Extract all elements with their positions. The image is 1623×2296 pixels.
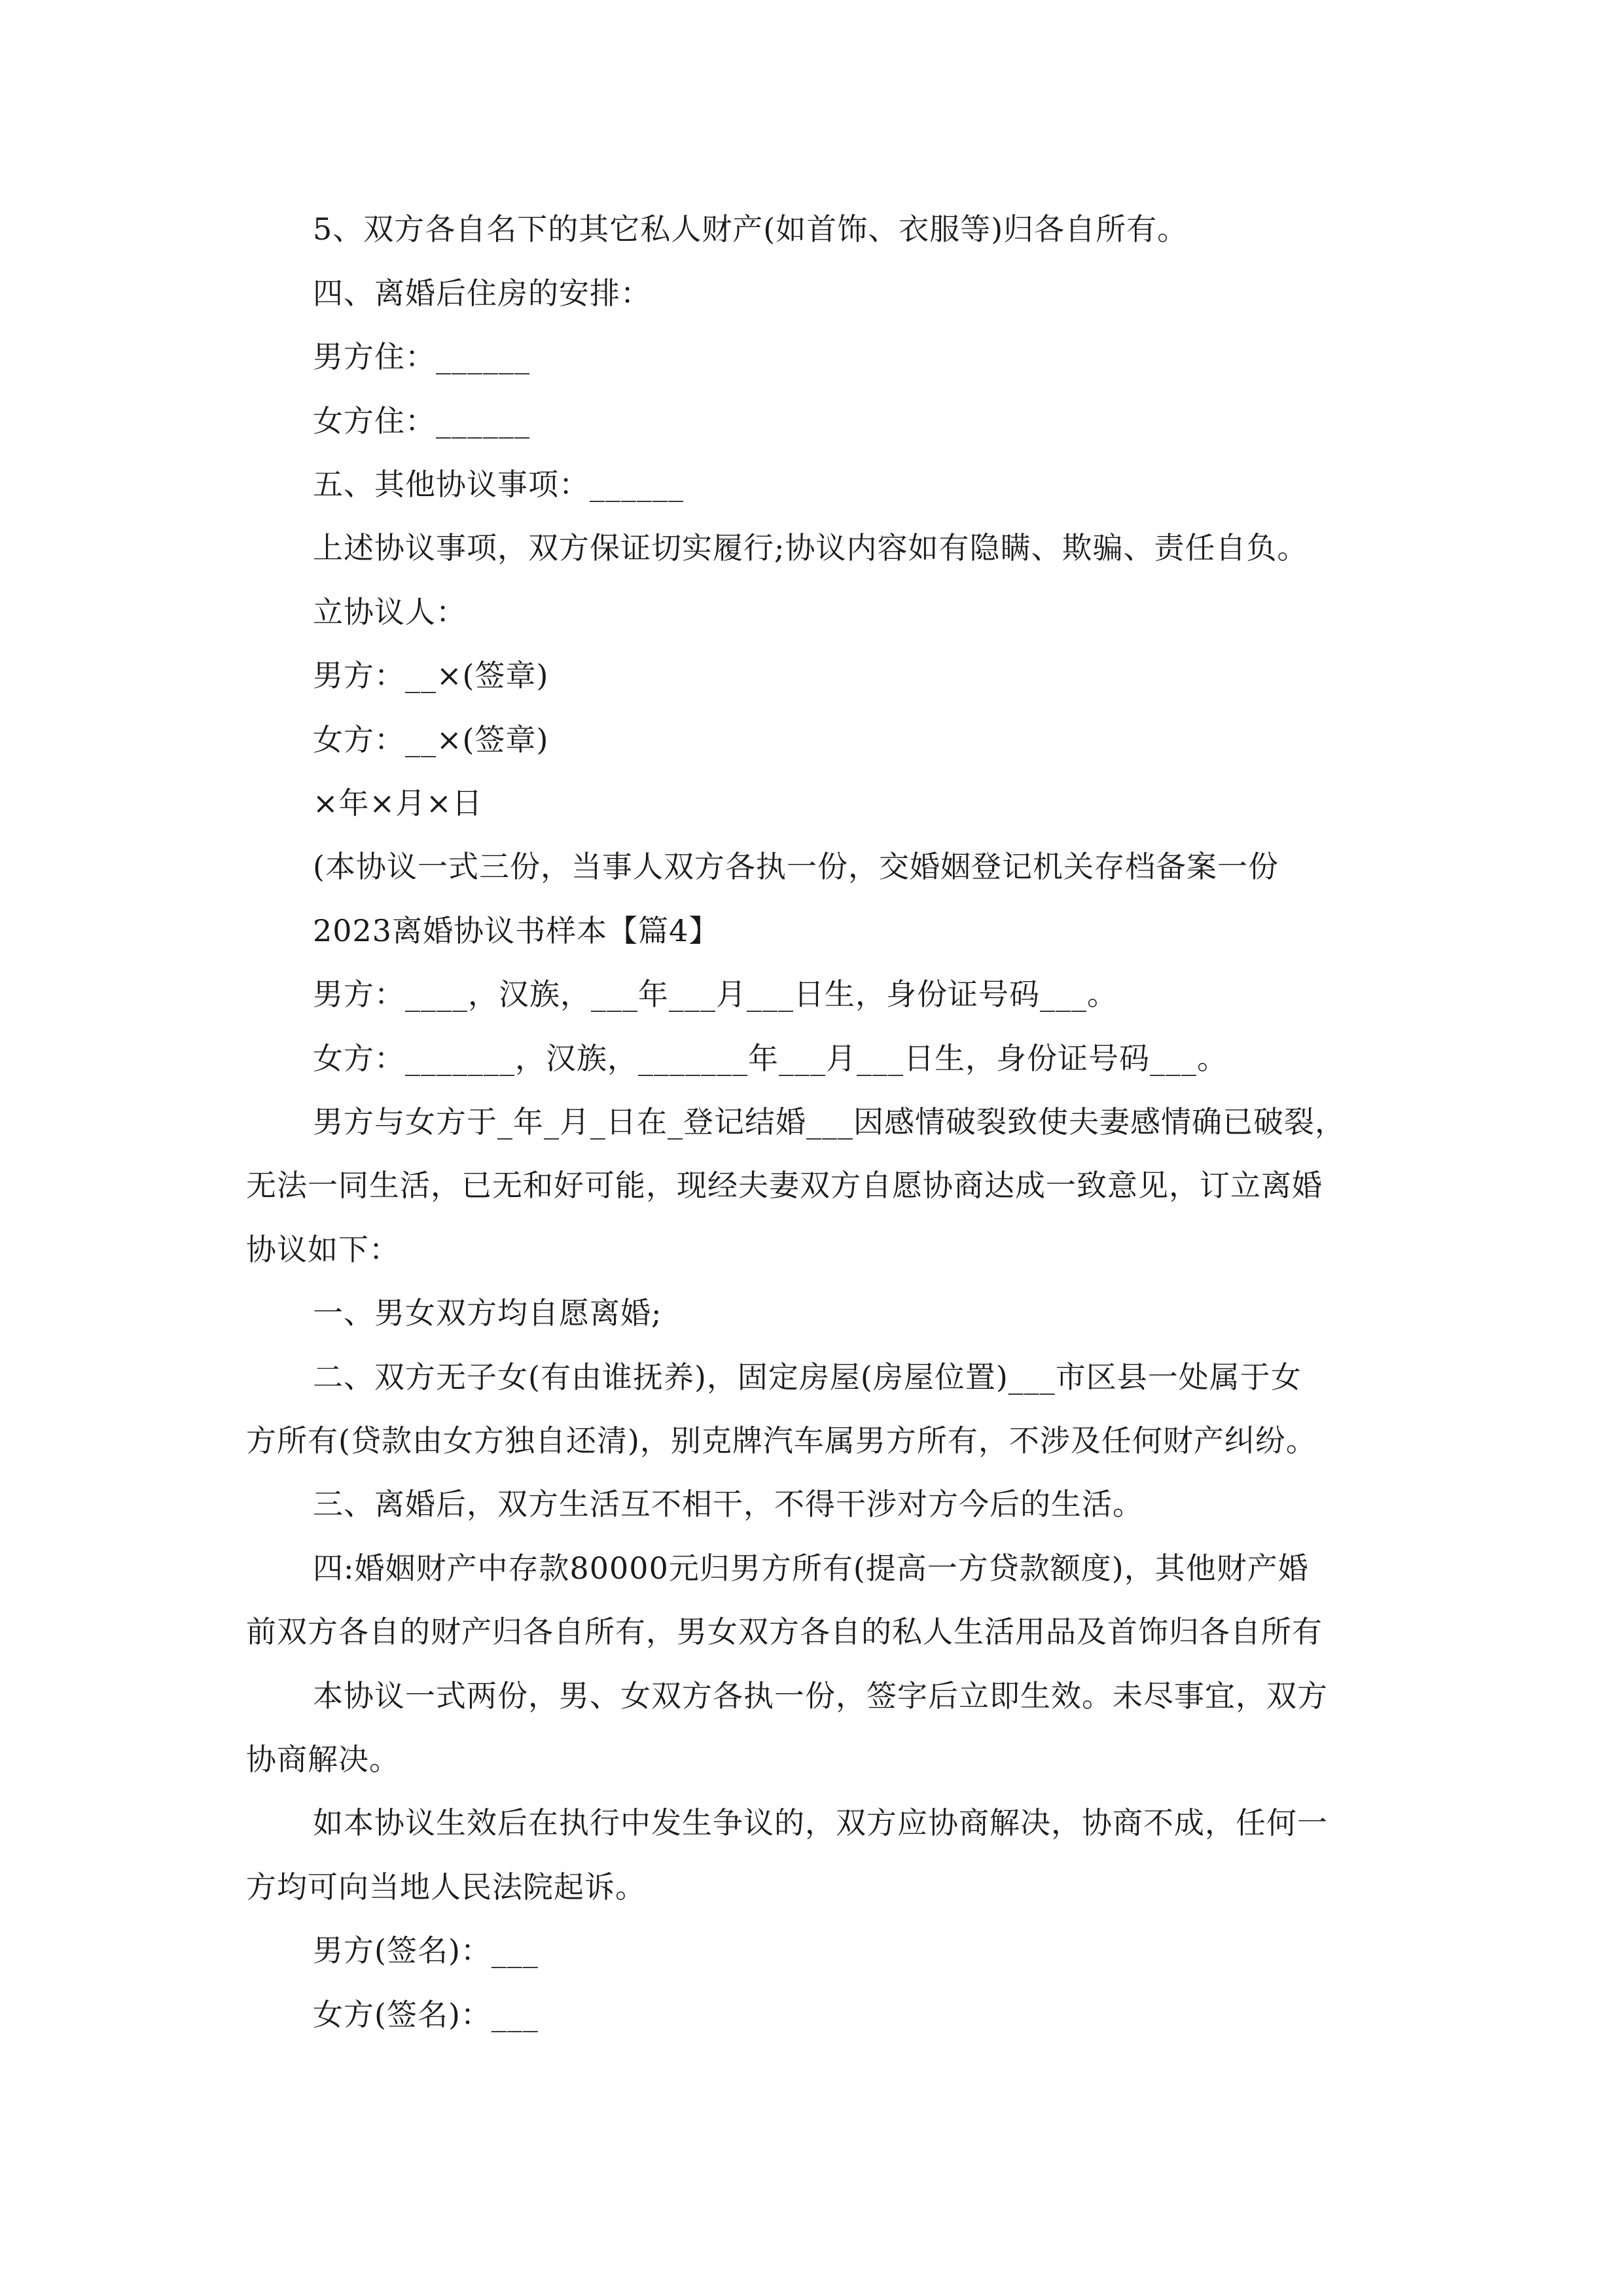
clause-3: 三、离婚后，双方生活互不相干，不得干涉对方今后的生活。 <box>313 1486 1143 1522</box>
text-line-male-residence: 男方住：______ <box>313 339 530 374</box>
female-signature-line: 女方(签名)：___ <box>313 1997 539 2032</box>
section-heading-housing: 四、离婚后住房的安排： <box>313 276 651 311</box>
text-line-female-seal: 女方：__×(签章) <box>313 722 549 757</box>
clause-4-line-2: 前双方各自的财产归各自所有，男女双方各自的私人生活用品及首饰归各自所有 <box>246 1614 1323 1649</box>
effect-paragraph-line-1: 本协议一式两份，男、女双方各执一份，签字后立即生效。未尽事宜，双方 <box>313 1678 1328 1713</box>
section-heading-other-matters: 五、其他协议事项：______ <box>313 467 684 502</box>
clause-2-line-2: 方所有(贷款由女方独自还清)，别克牌汽车属男方所有，不涉及任何财产纠纷。 <box>246 1423 1317 1458</box>
text-line-male-seal: 男方：__×(签章) <box>313 658 549 693</box>
text-line-parties-label: 立协议人： <box>313 594 467 630</box>
text-line-female-residence: 女方住：______ <box>313 403 530 439</box>
clause-1: 一、男女双方均自愿离婚; <box>313 1295 662 1331</box>
paragraph-intro-line-2: 无法一同生活，已无和好可能，现经夫妻双方自愿协商达成一致意见，订立离婚 <box>246 1168 1323 1203</box>
text-line-guarantee: 上述协议事项，双方保证切实履行;协议内容如有隐瞒、欺骗、责任自负。 <box>313 530 1308 565</box>
clause-4-line-1: 四:婚姻财产中存款80000元归男方所有(提高一方贷款额度)，其他财产婚 <box>313 1551 1309 1586</box>
text-line-property-clause: 5、双方各自名下的其它私人财产(如首饰、衣服等)归各自所有。 <box>313 211 1188 247</box>
paragraph-intro-line-3: 协议如下： <box>246 1232 400 1267</box>
dispute-paragraph-line-2: 方均可向当地人民法院起诉。 <box>246 1869 646 1905</box>
text-line-female-info: 女方：_______，汉族，_______年___月___日生，身份证号码___。 <box>313 1041 1228 1076</box>
sample-heading: 2023离婚协议书样本【篇4】 <box>313 913 720 948</box>
paragraph-intro-line-1: 男方与女方于_年_月_日在_登记结婚___因感情破裂致使夫妻感情确已破裂， <box>313 1104 1346 1139</box>
dispute-paragraph-line-1: 如本协议生效后在执行中发生争议的，双方应协商解决，协商不成，任何一 <box>313 1805 1328 1840</box>
effect-paragraph-line-2: 协商解决。 <box>246 1742 400 1777</box>
male-signature-line: 男方(签名)：___ <box>313 1933 539 1968</box>
clause-2-line-1: 二、双方无子女(有由谁抚养)，固定房屋(房屋位置)___市区县一处属于女 <box>313 1359 1302 1395</box>
text-line-copies-note: (本协议一式三份，当事人双方各执一份，交婚姻登记机关存档备案一份 <box>313 849 1279 884</box>
text-line-date: ×年×月×日 <box>313 785 483 821</box>
text-line-male-info: 男方：____，汉族，___年___月___日生，身份证号码___。 <box>313 977 1118 1012</box>
